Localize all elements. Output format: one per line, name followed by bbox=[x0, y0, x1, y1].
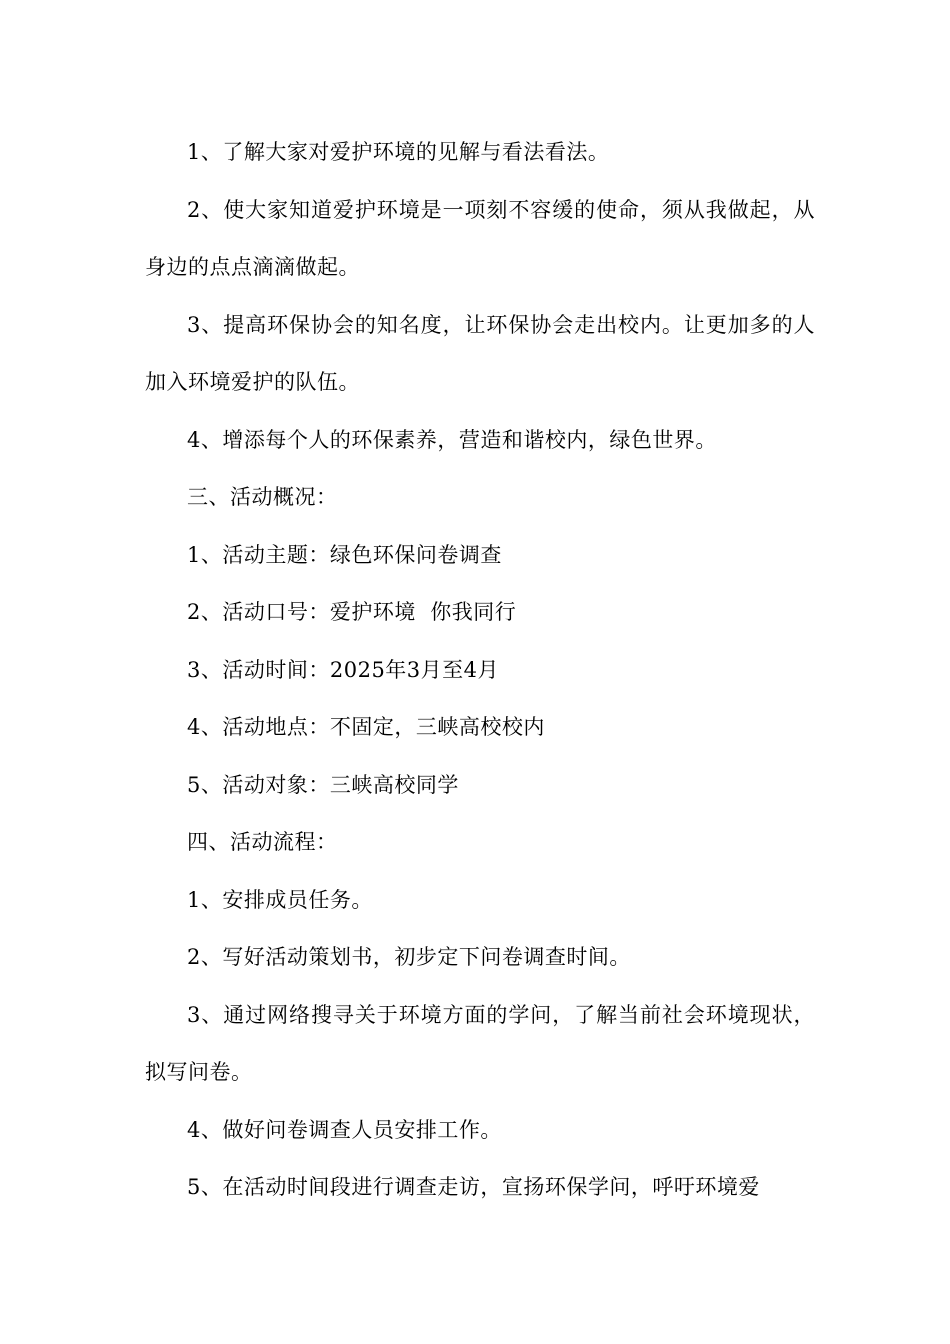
paragraph-goal-4: 4、增添每个人的环保素养，营造和谐校内，绿色世界。 bbox=[187, 427, 717, 452]
process-step-5: 5、在活动时间段进行调查走访，宣扬环保学问，呼吁环境爱 bbox=[187, 1175, 760, 1199]
section-heading-overview: 三、活动概况： bbox=[187, 485, 338, 509]
process-step-4: 4、做好问卷调查人员安排工作。 bbox=[187, 1117, 502, 1142]
overview-time: 3、活动时间：2025年3月至4月 bbox=[187, 657, 500, 682]
overview-theme: 1、活动主题：绿色环保问卷调查 bbox=[187, 542, 502, 567]
overview-slogan: 2、活动口号：爱护环境 你我同行 bbox=[187, 600, 517, 624]
overview-location: 4、活动地点：不固定，三峡高校校内 bbox=[187, 715, 545, 739]
process-step-1: 1、安排成员任务。 bbox=[187, 887, 373, 912]
document-body bbox=[145, 124, 815, 1217]
paragraph-goal-3: 3、提高环保协会的知名度，让环保协会走出校内。让更加多的人加入环境爱护的队伍。 bbox=[145, 312, 815, 394]
overview-audience: 5、活动对象：三峡高校同学 bbox=[187, 772, 459, 797]
process-step-3: 3、通过网络搜寻关于环境方面的学问，了解当前社会环境现状，拟写问卷。 bbox=[145, 1002, 815, 1084]
paragraph-goal-2: 2、使大家知道爱护环境是一项刻不容缓的使命，须从我做起，从身边的点点滴滴做起。 bbox=[145, 197, 815, 279]
section-heading-process: 四、活动流程： bbox=[187, 830, 338, 854]
process-step-2: 2、写好活动策划书，初步定下问卷调查时间。 bbox=[187, 945, 631, 969]
paragraph-goal-1: 1、了解大家对爱护环境的见解与看法看法。 bbox=[187, 140, 610, 164]
